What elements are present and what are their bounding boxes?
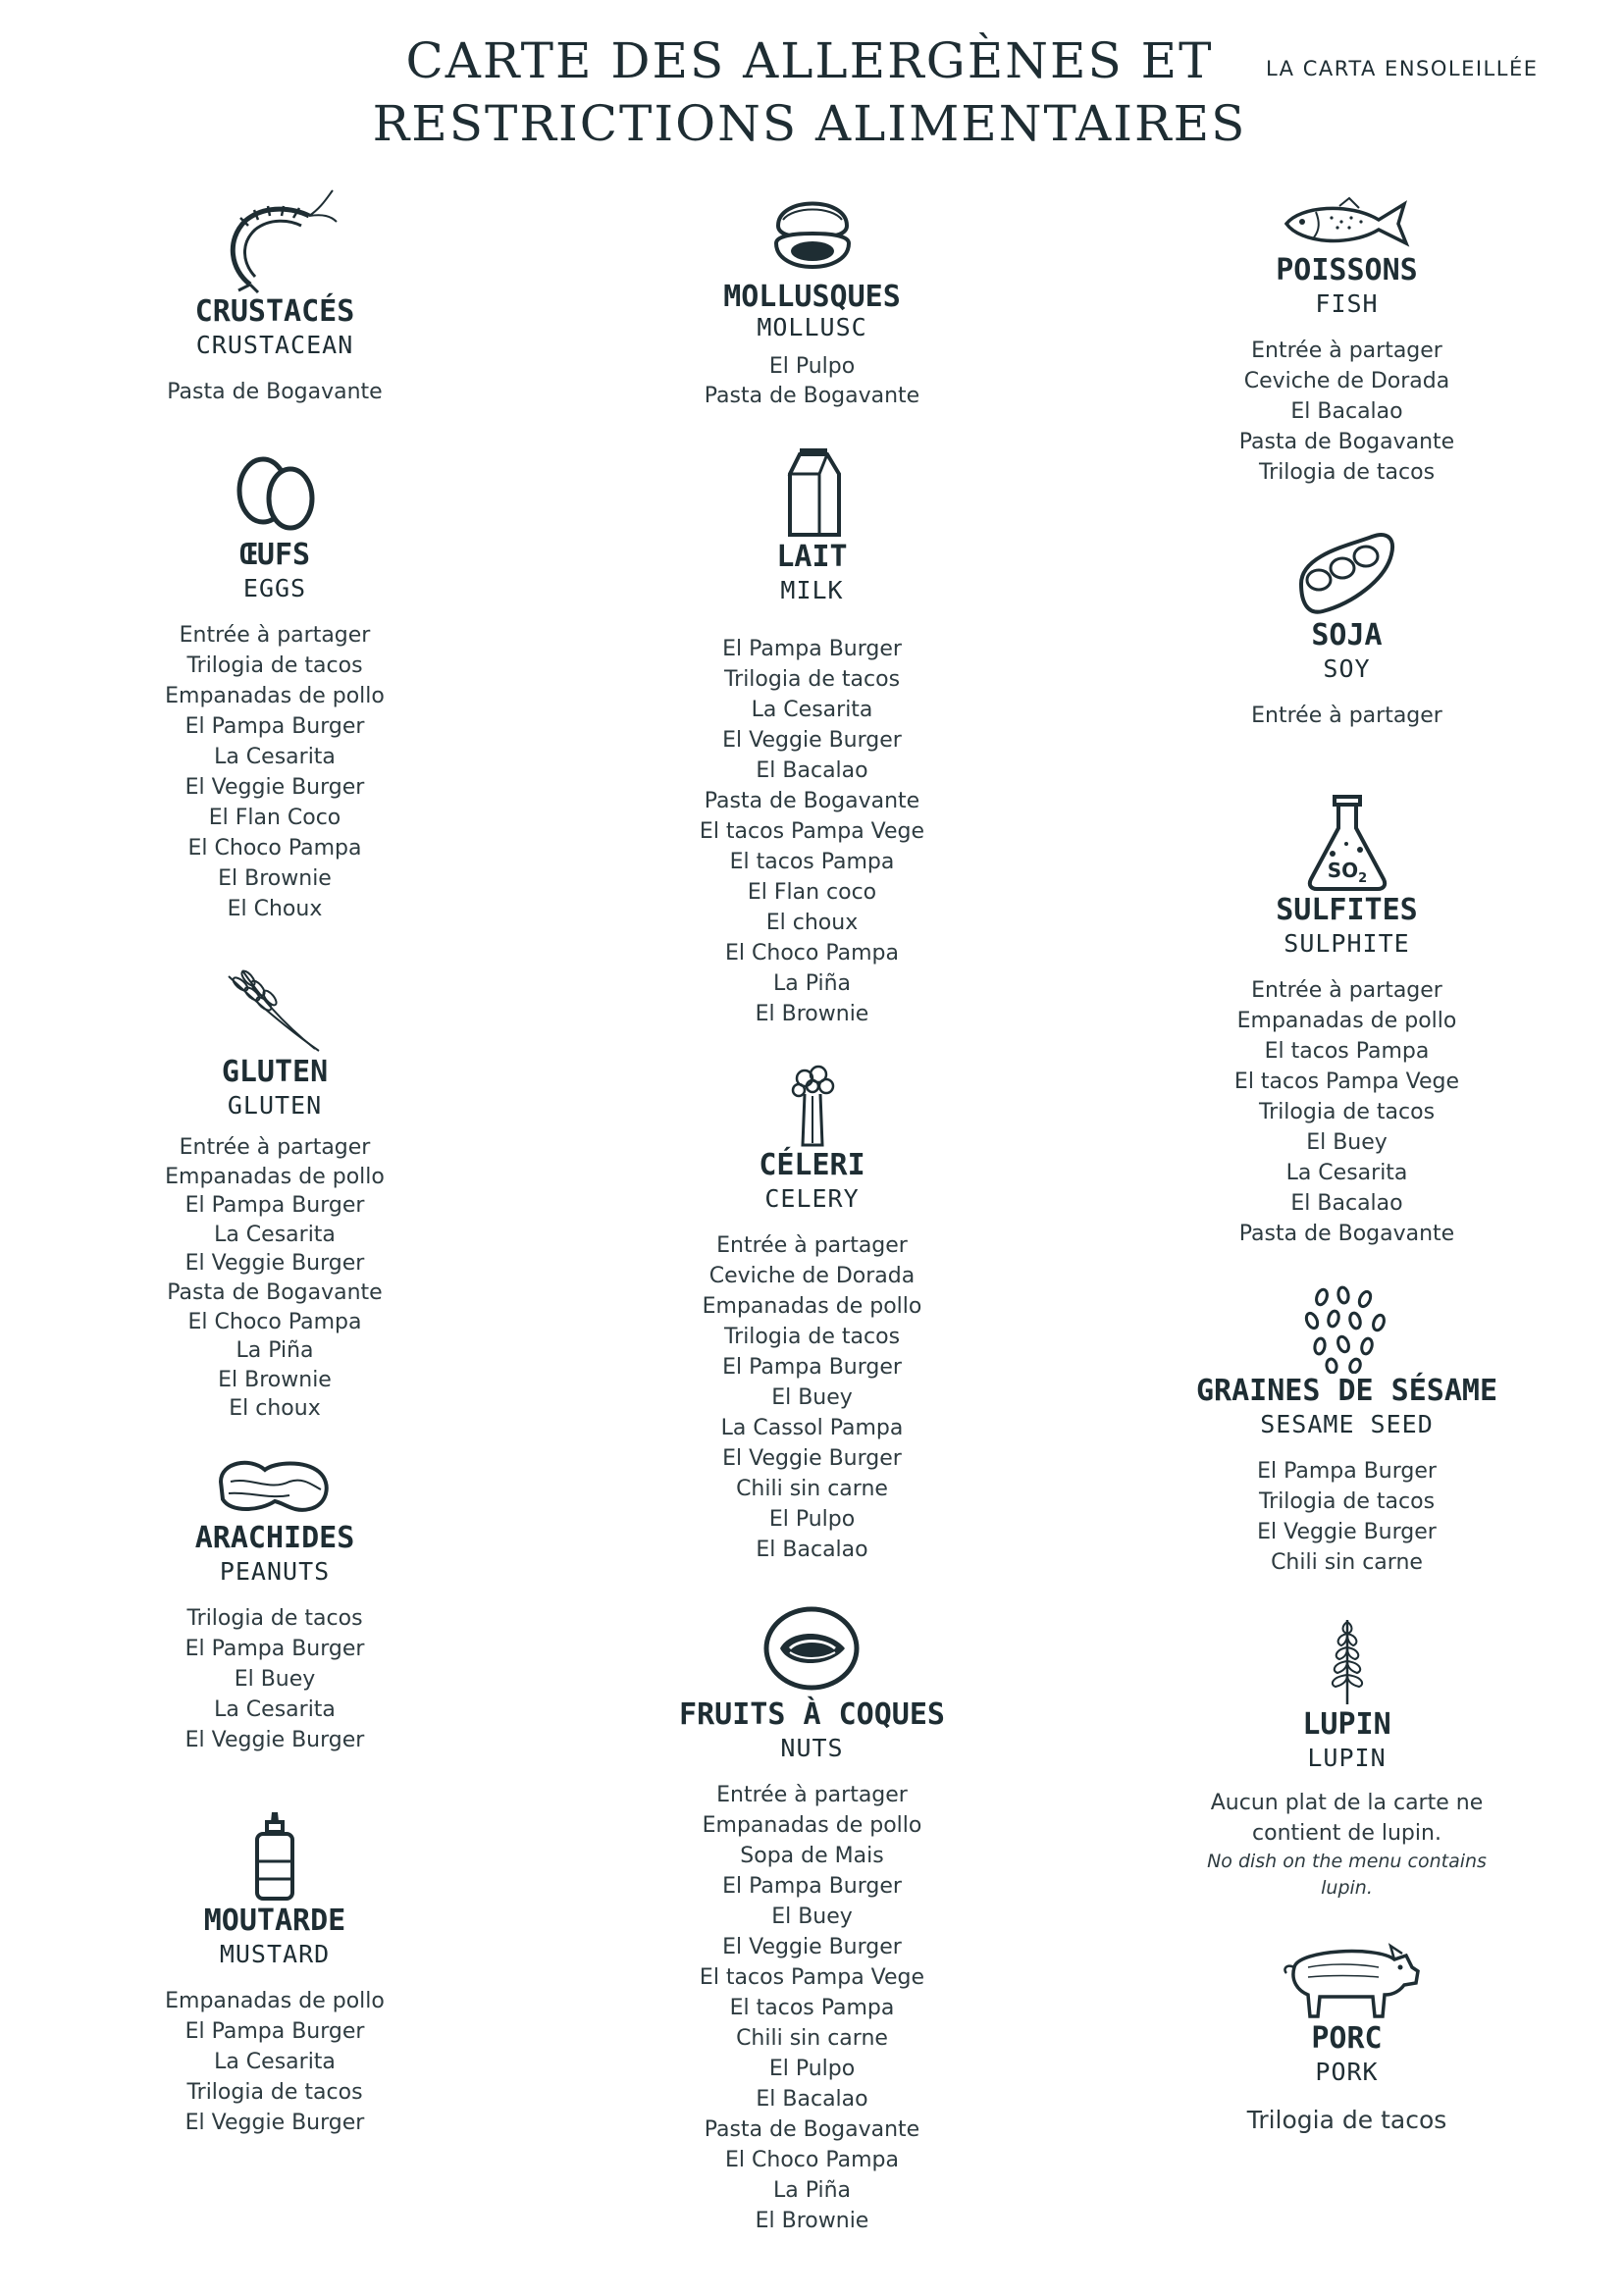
- list-item: El Veggie Burger: [184, 1251, 365, 1277]
- lupin-flower-icon: [1318, 1614, 1377, 1707]
- list-item: El tacos Pampa: [729, 1996, 895, 2020]
- brand-name: LA CARTA ENSOLEILLÉE: [1266, 57, 1539, 80]
- allergen-name-fr: GRAINES DE SÉSAME: [1195, 1374, 1498, 1408]
- section-soja: [1178, 525, 1516, 731]
- list-item: El Choco Pampa: [725, 2148, 899, 2172]
- allergen-name-en: NUTS: [780, 1734, 844, 1762]
- list-item: Entrée à partager: [179, 1135, 371, 1160]
- list-item: El Pampa Burger: [184, 1637, 365, 1661]
- list-item: Empanadas de pollo: [165, 1989, 385, 2013]
- list-item: El Buey: [771, 1905, 853, 1929]
- allergen-name-en: MILK: [780, 576, 844, 604]
- list-item: El Pulpo: [768, 1507, 856, 1532]
- list-item: Entrée à partager: [716, 1233, 908, 1258]
- list-item: El Veggie Burger: [722, 1935, 902, 1959]
- list-item: El tacos Pampa: [1264, 1039, 1430, 1064]
- list-item: Empanadas de pollo: [1236, 1009, 1457, 1033]
- list-item: Trilogia de tacos: [186, 2080, 363, 2105]
- list-item: El tacos Pampa Vege: [1233, 1070, 1460, 1094]
- list-item: Trilogia de tacos: [1258, 1489, 1436, 1514]
- list-item: La Cesarita: [214, 1222, 336, 1247]
- lupin-note-fr-line-2: contient de lupin.: [1252, 1821, 1441, 1846]
- allergen-name-fr: ŒUFS: [238, 538, 311, 572]
- allergen-name-en: PORK: [1315, 2058, 1379, 2086]
- list-item: Empanadas de pollo: [165, 684, 385, 708]
- list-item: Entrée à partager: [179, 623, 371, 648]
- list-item: Entrée à partager: [1251, 704, 1442, 728]
- page-title-line-2: RESTRICTIONS ALIMENTAIRES: [372, 95, 1247, 152]
- allergen-name-fr: CÉLERI: [759, 1148, 865, 1182]
- list-item: El Veggie Burger: [184, 1728, 365, 1752]
- list-item: El Pampa Burger: [184, 2019, 365, 2044]
- list-item: Chili sin carne: [736, 2026, 888, 2051]
- list-item: La Cesarita: [1285, 1161, 1408, 1185]
- list-item: Trilogia de tacos: [186, 1606, 363, 1631]
- allergen-name-en: PEANUTS: [219, 1557, 331, 1586]
- list-item: El Veggie Burger: [722, 1446, 902, 1471]
- dish-list: [108, 1133, 442, 1424]
- allergen-name-en: SESAME SEED: [1260, 1410, 1434, 1438]
- list-item: Pasta de Bogavante: [704, 789, 920, 813]
- eggs-icon: [226, 449, 324, 538]
- list-item: El Bacalao: [756, 1538, 868, 1562]
- section-crustaces: [108, 186, 442, 407]
- section-sulfites: [1178, 795, 1516, 1249]
- list-item: La Cassol Pampa: [720, 1416, 904, 1440]
- walnut-icon: [760, 1599, 864, 1697]
- dish-list: [638, 1230, 986, 1565]
- clam-icon: [768, 186, 857, 280]
- list-item: El Bacalao: [1290, 1191, 1403, 1216]
- list-item: El Bacalao: [756, 2087, 868, 2112]
- list-item: El Pulpo: [768, 354, 856, 379]
- list-item: La Piña: [236, 1338, 314, 1364]
- page-title: [353, 29, 1266, 155]
- list-item: Trilogia de tacos: [1246, 2106, 1447, 2134]
- list-item: Sopa de Mais: [740, 1844, 884, 1868]
- list-item: El Flan Coco: [208, 806, 341, 830]
- allergen-name-en: CELERY: [764, 1184, 860, 1213]
- section-moutarde: [108, 1810, 442, 2138]
- section-fruits-a-coques: [638, 1599, 986, 2236]
- allergen-name-fr: POISSONS: [1276, 253, 1418, 287]
- allergen-name-en: MOLLUSC: [757, 313, 867, 341]
- allergen-name-fr: GLUTEN: [221, 1055, 329, 1089]
- fish-icon: [1281, 194, 1413, 253]
- list-item: El Choco Pampa: [187, 1309, 362, 1334]
- allergen-name-en: LUPIN: [1307, 1744, 1387, 1772]
- list-item: El Flan coco: [747, 880, 877, 905]
- list-item: Empanadas de pollo: [702, 1294, 922, 1319]
- lupin-note-en-line-1: No dish on the menu contains: [1207, 1851, 1487, 1872]
- section-mollusques: [638, 186, 986, 410]
- dish-list: [108, 377, 442, 407]
- list-item: El Brownie: [218, 1367, 332, 1392]
- shrimp-icon: [211, 186, 339, 294]
- list-item: Entrée à partager: [1251, 978, 1442, 1003]
- dish-list: [1178, 336, 1516, 488]
- list-item: El choux: [229, 1396, 321, 1422]
- peanut-icon: [211, 1452, 339, 1521]
- sesame-seeds-icon: [1300, 1285, 1393, 1374]
- allergen-name-fr: MOUTARDE: [203, 1904, 346, 1938]
- list-item: Pasta de Bogavante: [704, 383, 920, 408]
- dish-list: [1178, 1456, 1516, 1578]
- list-item: El Bacalao: [756, 758, 868, 783]
- list-item: El Pampa Burger: [184, 1193, 365, 1219]
- list-item: Ceviche de Dorada: [708, 1264, 916, 1288]
- list-item: Trilogia de tacos: [186, 653, 363, 678]
- list-item: El Buey: [1306, 1130, 1388, 1155]
- list-item: El Choco Pampa: [725, 941, 899, 965]
- list-item: La Piña: [772, 971, 852, 996]
- list-item: Pasta de Bogavante: [1238, 430, 1455, 454]
- dish-list: [1178, 975, 1516, 1249]
- lupin-note-fr-line-1: Aucun plat de la carte ne: [1210, 1791, 1484, 1815]
- list-item: Entrée à partager: [1251, 339, 1442, 363]
- list-item: El Brownie: [218, 866, 332, 891]
- list-item: Entrée à partager: [716, 1783, 908, 1807]
- allergen-name-fr: SOJA: [1311, 618, 1383, 652]
- pig-icon: [1269, 1938, 1426, 2021]
- section-celeri: [638, 1065, 986, 1565]
- list-item: El Choco Pampa: [187, 836, 362, 861]
- allergen-name-fr: MOLLUSQUES: [723, 280, 901, 314]
- list-item: Trilogia de tacos: [723, 667, 901, 692]
- allergen-name-en: SULPHITE: [1283, 929, 1410, 958]
- allergen-name-en: SOY: [1323, 654, 1371, 683]
- dish-list: [638, 1780, 986, 2236]
- list-item: Trilogia de tacos: [1258, 1100, 1436, 1124]
- list-item: El tacos Pampa: [729, 850, 895, 874]
- list-item: Trilogia de tacos: [1258, 460, 1436, 485]
- list-item: El Buey: [771, 1385, 853, 1410]
- dish-list: [108, 1986, 442, 2138]
- list-item: Ceviche de Dorada: [1243, 369, 1450, 393]
- allergen-name-fr: LUPIN: [1302, 1707, 1391, 1742]
- list-item: Chili sin carne: [1271, 1550, 1423, 1575]
- list-item: El Pampa Burger: [722, 1355, 902, 1380]
- list-item: El Buey: [234, 1667, 316, 1692]
- wheat-icon: [221, 966, 329, 1055]
- list-item: El Pampa Burger: [722, 637, 902, 661]
- soybean-pod-icon: [1293, 525, 1401, 618]
- section-lait: [638, 446, 986, 1029]
- section-lupin: [1178, 1614, 1516, 1902]
- allergen-name-fr: CRUSTACÉS: [194, 294, 355, 329]
- so2-subscript: 2: [1357, 871, 1367, 886]
- list-item: La Cesarita: [214, 2050, 336, 2074]
- list-item: La Cesarita: [214, 1697, 336, 1722]
- dish-list: [1178, 701, 1516, 731]
- list-item: El Veggie Burger: [1257, 1520, 1437, 1544]
- list-item: El Brownie: [755, 2209, 869, 2233]
- allergen-name-en: FISH: [1315, 289, 1379, 318]
- list-item: El Veggie Burger: [184, 2111, 365, 2135]
- celery-icon: [783, 1065, 842, 1148]
- section-poissons: [1178, 194, 1516, 488]
- list-item: El choux: [765, 911, 859, 935]
- allergen-name-en: EGGS: [242, 574, 307, 602]
- allergen-name-fr: FRUITS À COQUES: [679, 1697, 945, 1732]
- mustard-bottle-icon: [245, 1810, 304, 1904]
- list-item: El Pampa Burger: [184, 714, 365, 739]
- list-item: Trilogia de tacos: [723, 1325, 901, 1349]
- list-item: La Piña: [772, 2178, 852, 2203]
- list-item: El Pampa Burger: [1257, 1459, 1437, 1484]
- list-item: El Choux: [227, 897, 323, 921]
- list-item: Empanadas de pollo: [702, 1813, 922, 1838]
- section-gluten: [108, 966, 442, 1424]
- list-item: Pasta de Bogavante: [167, 380, 383, 404]
- list-item: El Brownie: [755, 1002, 869, 1026]
- list-item: El Bacalao: [1290, 399, 1403, 424]
- allergen-name-en: MUSTARD: [219, 1940, 331, 1968]
- dish-list: [638, 634, 986, 1029]
- dish-list: [108, 1603, 442, 1755]
- list-item: La Cesarita: [214, 745, 336, 769]
- list-item: El tacos Pampa Vege: [699, 1965, 925, 1990]
- list-item: El Pampa Burger: [722, 1874, 902, 1899]
- allergen-name-en: GLUTEN: [227, 1091, 323, 1120]
- list-item: Pasta de Bogavante: [1238, 1222, 1455, 1246]
- list-item: Pasta de Bogavante: [704, 2117, 920, 2142]
- dish-list: [108, 620, 442, 924]
- lupin-note-en-line-2: lupin.: [1321, 1877, 1373, 1899]
- allergen-name-en: CRUSTACEAN: [195, 331, 354, 359]
- section-oeufs: [108, 449, 442, 924]
- section-arachides: [108, 1452, 442, 1755]
- list-item: Pasta de Bogavante: [167, 1279, 383, 1305]
- list-item: Empanadas de pollo: [165, 1164, 385, 1189]
- list-item: Chili sin carne: [736, 1477, 888, 1501]
- allergen-name-fr: SULFITES: [1276, 893, 1418, 927]
- list-item: El Pulpo: [768, 2057, 856, 2081]
- flask-so2-icon: [1303, 795, 1391, 893]
- allergen-name-fr: PORC: [1311, 2021, 1383, 2056]
- list-item: El Veggie Burger: [184, 775, 365, 800]
- list-item: El tacos Pampa Vege: [699, 819, 925, 844]
- list-item: La Cesarita: [751, 698, 873, 722]
- list-item: El Veggie Burger: [722, 728, 902, 753]
- so2-label: SO: [1327, 859, 1358, 882]
- page-title-line-1: CARTE DES ALLERGÈNES ET: [405, 32, 1214, 89]
- allergen-name-fr: ARACHIDES: [194, 1521, 355, 1555]
- allergen-name-fr: LAIT: [776, 540, 848, 574]
- dish-list: [638, 352, 986, 410]
- section-porc: [1178, 1938, 1516, 2137]
- svg-text:SO2: [1327, 859, 1366, 886]
- milk-carton-icon: [778, 446, 847, 540]
- section-sesame: [1178, 1285, 1516, 1578]
